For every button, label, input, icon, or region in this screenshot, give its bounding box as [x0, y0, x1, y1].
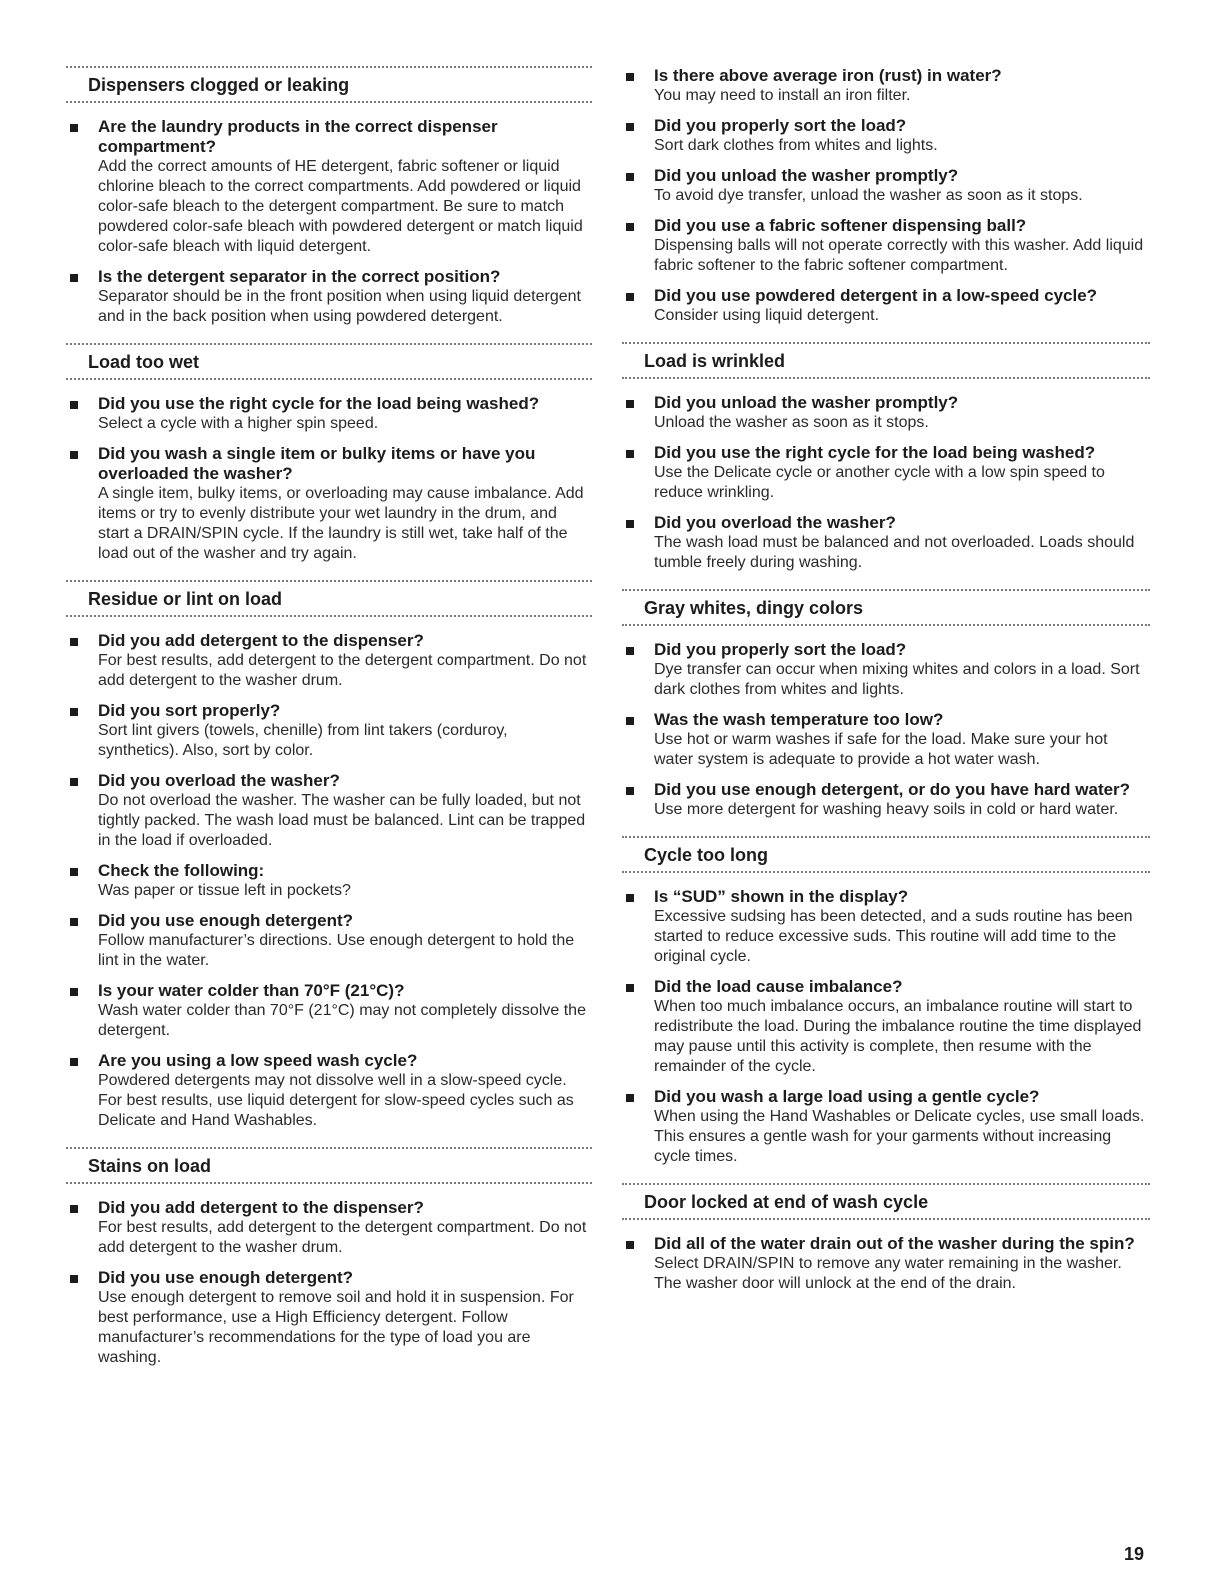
- question-list: [622, 393, 1150, 573]
- list-item: [66, 981, 592, 1041]
- question-text: Is there above average iron (rust) in water?: [654, 66, 1002, 85]
- square-bullet-icon: [70, 778, 78, 786]
- list-item: [622, 640, 1150, 700]
- question-text: Is your water colder than 70°F (21°C)?: [98, 981, 405, 1000]
- list-item: [622, 393, 1150, 433]
- section-rule-bottom: [622, 871, 1150, 873]
- square-bullet-icon: [70, 708, 78, 716]
- answer-text: When using the Hand Washables or Delicate cycles, use small loads. This ensures a gentle wash for your garments without increasing cycle times.: [654, 1108, 1145, 1165]
- list-item: [66, 911, 592, 971]
- question-text: Did you use the right cycle for the load being washed?: [98, 394, 540, 413]
- question-text: Are you using a low speed wash cycle?: [98, 1051, 418, 1070]
- square-bullet-icon: [626, 400, 634, 408]
- square-bullet-icon: [70, 1058, 78, 1066]
- square-bullet-icon: [626, 450, 634, 458]
- square-bullet-icon: [70, 868, 78, 876]
- square-bullet-icon: [70, 451, 78, 459]
- list-item: [622, 116, 1150, 156]
- list-item: [622, 216, 1150, 276]
- square-bullet-icon: [70, 988, 78, 996]
- list-item: [66, 117, 592, 257]
- list-item: [66, 1198, 592, 1258]
- question-list: [66, 117, 592, 327]
- answer-text: Sort dark clothes from whites and lights.: [654, 137, 938, 154]
- question-text: Did you add detergent to the dispenser?: [98, 631, 424, 650]
- list-item: [622, 710, 1150, 770]
- answer-text: You may need to install an iron filter.: [654, 87, 911, 104]
- square-bullet-icon: [626, 894, 634, 902]
- section-rule-bottom: [622, 377, 1150, 379]
- section-title: Door locked at end of wash cycle: [644, 1192, 929, 1212]
- square-bullet-icon: [70, 1275, 78, 1283]
- question-list: [622, 1234, 1150, 1294]
- answer-text: To avoid dye transfer, unload the washer as soon as it stops.: [654, 187, 1083, 204]
- square-bullet-icon: [626, 223, 634, 231]
- answer-text: Unload the washer as soon as it stops.: [654, 414, 929, 431]
- troubleshooting-section: [622, 66, 1150, 326]
- square-bullet-icon: [626, 984, 634, 992]
- list-item: [622, 1234, 1150, 1294]
- question-text: Did you wash a single item or bulky items or have you overloaded the washer?: [98, 444, 536, 483]
- list-item: [66, 631, 592, 691]
- answer-text: Select DRAIN/SPIN to remove any water remaining in the washer. The washer door will unlock at the end of the drain.: [654, 1255, 1122, 1292]
- question-text: Are the laundry products in the correct dispenser compartment?: [98, 117, 498, 156]
- answer-text: Do not overload the washer. The washer can be fully loaded, but not tightly packed. The wash load must be balanced. Lint can be trapped in the load if overloaded.: [98, 792, 586, 849]
- question-text: Did you add detergent to the dispenser?: [98, 1198, 424, 1217]
- list-item: [66, 267, 592, 327]
- question-text: Did you unload the washer promptly?: [654, 166, 959, 185]
- answer-text: Dye transfer can occur when mixing whites and colors in a load. Sort dark clothes from whites and lights.: [654, 661, 1140, 698]
- question-text: Did you overload the washer?: [98, 771, 340, 790]
- answer-text: For best results, add detergent to the detergent compartment. Do not add detergent to the washer drum.: [98, 1219, 587, 1256]
- question-text: Is “SUD” shown in the display?: [654, 887, 909, 906]
- list-item: [66, 1051, 592, 1131]
- list-item: [66, 701, 592, 761]
- answer-text: Use the Delicate cycle or another cycle with a low spin speed to reduce wrinkling.: [654, 464, 1105, 501]
- troubleshooting-section: [66, 1147, 592, 1368]
- square-bullet-icon: [70, 124, 78, 132]
- list-item: [622, 166, 1150, 206]
- question-list: [622, 640, 1150, 820]
- troubleshooting-section: [66, 343, 592, 564]
- question-text: Did you use the right cycle for the load being washed?: [654, 443, 1096, 462]
- square-bullet-icon: [626, 173, 634, 181]
- answer-text: Excessive sudsing has been detected, and a suds routine has been started to reduce excessive suds. This routine will add time to the original cycle.: [654, 908, 1133, 965]
- question-text: Did the load cause imbalance?: [654, 977, 903, 996]
- section-title: Residue or lint on load: [88, 589, 283, 609]
- list-item: [66, 861, 592, 901]
- answer-text: Follow manufacturer’s directions. Use enough detergent to hold the lint in the water.: [98, 932, 575, 969]
- answer-text: A single item, bulky items, or overloading may cause imbalance. Add items or try to evenly distribute your wet laundry in the drum, and start a DRAIN/SPIN cycle. If the laundry is still wet, take half of the load out of the washer and try again.: [98, 485, 584, 562]
- troubleshooting-section: [622, 589, 1150, 820]
- answer-text: Was paper or tissue left in pockets?: [98, 882, 351, 899]
- section-title: Load is wrinkled: [644, 351, 786, 371]
- question-text: Was the wash temperature too low?: [654, 710, 944, 729]
- question-text: Is the detergent separator in the correct position?: [98, 267, 501, 286]
- square-bullet-icon: [626, 293, 634, 301]
- answer-text: Separator should be in the front position when using liquid detergent and in the back position when using powdered detergent.: [98, 288, 581, 325]
- question-list: [622, 887, 1150, 1167]
- page-number: 19: [1123, 1544, 1144, 1564]
- section-title: Load too wet: [88, 352, 199, 372]
- list-item: [622, 286, 1150, 326]
- list-item: [66, 771, 592, 851]
- square-bullet-icon: [70, 401, 78, 409]
- question-text: Did you use enough detergent?: [98, 911, 354, 930]
- question-text: Did you sort properly?: [98, 701, 281, 720]
- list-item: [622, 443, 1150, 503]
- question-text: Did you properly sort the load?: [654, 640, 907, 659]
- square-bullet-icon: [626, 73, 634, 81]
- troubleshooting-section: [622, 342, 1150, 573]
- question-list: [622, 66, 1150, 326]
- question-list: [66, 631, 592, 1131]
- list-item: [66, 444, 592, 564]
- answer-text: Add the correct amounts of HE detergent, fabric softener or liquid chlorine bleach to the correct compartments. Add powdered or liquid color-safe bleach to the detergent compartment. Be sure to match powdered color-safe bleach with powdered detergent or match liquid color-safe bleach with liquid detergent.: [98, 158, 583, 255]
- question-text: Did you use enough detergent, or do you have hard water?: [654, 780, 1131, 799]
- answer-text: Use hot or warm washes if safe for the load. Make sure your hot water system is adequate to provide a hot water wash.: [654, 731, 1108, 768]
- list-item: [622, 66, 1150, 106]
- question-list: [66, 394, 592, 564]
- list-item: [622, 780, 1150, 820]
- section-rule-bottom: [66, 101, 592, 103]
- answer-text: Use enough detergent to remove soil and hold it in suspension. For best performance, use a High Efficiency detergent. Follow manufacturer’s recommendations for the type of load you are washing.: [98, 1289, 574, 1366]
- answer-text: For best results, add detergent to the detergent compartment. Do not add detergent to the washer drum.: [98, 652, 587, 689]
- list-item: [622, 887, 1150, 967]
- square-bullet-icon: [70, 1205, 78, 1213]
- troubleshooting-section: [622, 836, 1150, 1167]
- list-item: [66, 1268, 592, 1368]
- answer-text: Wash water colder than 70°F (21°C) may not completely dissolve the detergent.: [98, 1002, 586, 1039]
- square-bullet-icon: [70, 274, 78, 282]
- section-rule-bottom: [66, 615, 592, 617]
- answer-text: Dispensing balls will not operate correctly with this washer. Add liquid fabric softener to the fabric softener compartment.: [654, 237, 1144, 274]
- section-title: Dispensers clogged or leaking: [88, 75, 350, 95]
- question-text: Did you use enough detergent?: [98, 1268, 354, 1287]
- list-item: [622, 513, 1150, 573]
- answer-text: Use more detergent for washing heavy soils in cold or hard water.: [654, 801, 1119, 818]
- question-text: Did all of the water drain out of the washer during the spin?: [654, 1234, 1135, 1253]
- question-text: Check the following:: [98, 861, 265, 880]
- square-bullet-icon: [70, 918, 78, 926]
- troubleshooting-section: [66, 580, 592, 1131]
- troubleshooting-section: [66, 66, 592, 327]
- question-text: Did you properly sort the load?: [654, 116, 907, 135]
- question-text: Did you unload the washer promptly?: [654, 393, 959, 412]
- question-text: Did you wash a large load using a gentle cycle?: [654, 1087, 1040, 1106]
- troubleshooting-section: [622, 1183, 1150, 1294]
- answer-text: Select a cycle with a higher spin speed.: [98, 415, 379, 432]
- list-item: [622, 977, 1150, 1077]
- square-bullet-icon: [626, 123, 634, 131]
- square-bullet-icon: [70, 638, 78, 646]
- question-text: Did you overload the washer?: [654, 513, 896, 532]
- answer-text: Sort lint givers (towels, chenille) from lint takers (corduroy, synthetics). Also, sort by color.: [98, 722, 508, 759]
- question-text: Did you use powdered detergent in a low-speed cycle?: [654, 286, 1098, 305]
- section-title: Gray whites, dingy colors: [644, 598, 864, 618]
- answer-text: Powdered detergents may not dissolve well in a slow-speed cycle. For best results, use liquid detergent for slow-speed cycles such as Delicate and Hand Washables.: [98, 1072, 574, 1129]
- question-text: Did you use a fabric softener dispensing ball?: [654, 216, 1027, 235]
- list-item: [622, 1087, 1150, 1167]
- section-rule-bottom: [66, 1182, 592, 1184]
- right-column: [622, 66, 1150, 1310]
- question-list: [66, 1198, 592, 1368]
- section-rule-bottom: [622, 1218, 1150, 1220]
- square-bullet-icon: [626, 520, 634, 528]
- section-title: Cycle too long: [644, 845, 769, 865]
- square-bullet-icon: [626, 1094, 634, 1102]
- section-rule-bottom: [622, 624, 1150, 626]
- square-bullet-icon: [626, 1241, 634, 1249]
- answer-text: When too much imbalance occurs, an imbalance routine will start to redistribute the load. During the imbalance routine the time displayed may pause until this activity is complete, then resume with the remainder of the cycle.: [654, 998, 1142, 1075]
- section-title: Stains on load: [88, 1156, 212, 1176]
- left-column: [66, 66, 592, 1384]
- square-bullet-icon: [626, 787, 634, 795]
- answer-text: The wash load must be balanced and not overloaded. Loads should tumble freely during washing.: [654, 534, 1135, 571]
- section-rule-bottom: [66, 378, 592, 380]
- square-bullet-icon: [626, 647, 634, 655]
- answer-text: Consider using liquid detergent.: [654, 307, 880, 324]
- list-item: [66, 394, 592, 434]
- square-bullet-icon: [626, 717, 634, 725]
